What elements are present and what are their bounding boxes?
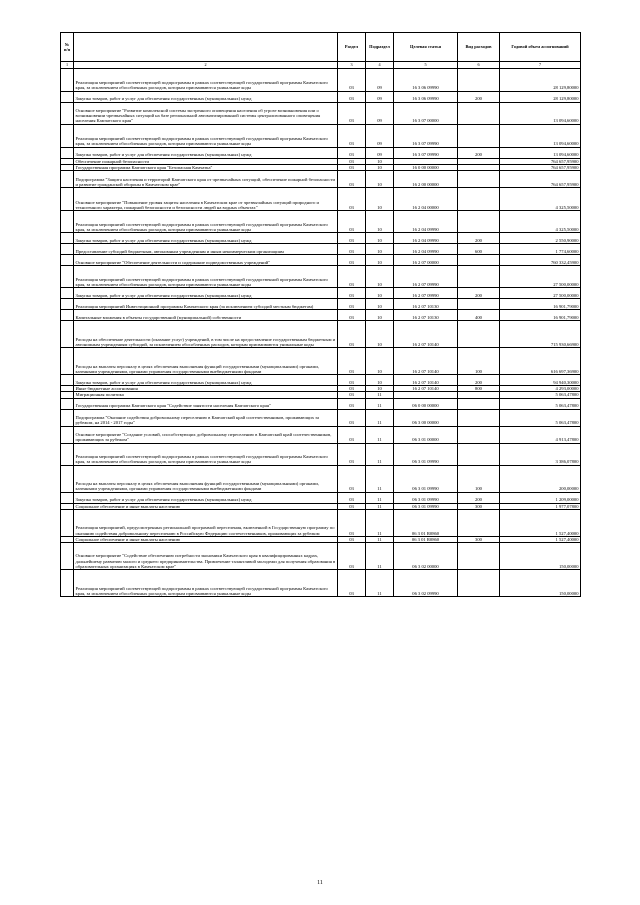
row-amount: 27 500,00000 bbox=[500, 266, 581, 288]
row-subsection: 11 bbox=[366, 398, 394, 409]
table-row bbox=[61, 409, 581, 426]
row-number bbox=[61, 465, 74, 492]
row-amount: 1 209,00000 bbox=[500, 492, 581, 503]
row-name: Закупка товаров, работ и услуг для обеспечения государственных (муниципальных) нужд bbox=[74, 233, 338, 244]
row-section: 03 bbox=[338, 299, 366, 310]
row-section: 03 bbox=[338, 91, 366, 102]
row-type bbox=[458, 68, 500, 91]
row-target: 16 2 04 09990 bbox=[394, 233, 458, 244]
row-subsection: 10 bbox=[366, 386, 394, 392]
table-row bbox=[61, 321, 581, 348]
row-type: 200 bbox=[458, 492, 500, 503]
row-amount: 3 386,07800 bbox=[500, 443, 581, 465]
row-target: 16 2 04 00000 bbox=[394, 188, 458, 211]
row-name: Расходы на выплаты персоналу в целях обеспечения выполнения функций государственными (муниципальными) органами, казенными учреждениями, органами управления государственными внебюджетными фондами bbox=[74, 348, 338, 375]
table-row bbox=[61, 492, 581, 503]
header-subsection: Подраздел bbox=[366, 33, 394, 62]
table-row bbox=[61, 375, 581, 386]
column-number: 5 bbox=[394, 62, 458, 69]
table-row bbox=[61, 211, 581, 233]
row-section: 03 bbox=[338, 68, 366, 91]
row-type: 300 bbox=[458, 503, 500, 509]
row-target: 06 3 02 09990 bbox=[394, 570, 458, 597]
row-amount: 5 063,47800 bbox=[500, 409, 581, 426]
row-target: 16 2 07 10130 bbox=[394, 299, 458, 310]
table-row bbox=[61, 233, 581, 244]
row-number bbox=[61, 102, 74, 124]
row-type bbox=[458, 443, 500, 465]
row-section: 03 bbox=[338, 348, 366, 375]
row-number bbox=[61, 124, 74, 147]
row-type bbox=[458, 188, 500, 211]
row-section: 03 bbox=[338, 398, 366, 409]
row-subsection: 11 bbox=[366, 503, 394, 509]
row-number bbox=[61, 321, 74, 348]
row-name: Закупка товаров, работ и услуг для обеспечения государственных (муниципальных) нужд bbox=[74, 288, 338, 299]
column-number: 1 bbox=[61, 62, 74, 69]
header-target: Целевая статья bbox=[394, 33, 458, 62]
header-num: № п/п bbox=[61, 33, 74, 62]
row-type bbox=[458, 321, 500, 348]
table-row bbox=[61, 509, 581, 536]
row-section: 03 bbox=[338, 171, 366, 188]
table-row bbox=[61, 398, 581, 409]
row-target: 06 3 01 09990 bbox=[394, 503, 458, 509]
row-type bbox=[458, 102, 500, 124]
row-subsection: 10 bbox=[366, 233, 394, 244]
row-section: 03 bbox=[338, 386, 366, 392]
row-amount: 616 697,36900 bbox=[500, 348, 581, 375]
row-subsection: 11 bbox=[366, 536, 394, 542]
row-name: Реализация мероприятий соответствующей подпрограммы в рамках соответствующей государственной программы Камчатского края, за исключением обособленных расходов, которым присваиваются уникальные коды bbox=[74, 211, 338, 233]
row-amount: 4 293,00000 bbox=[500, 386, 581, 392]
row-section: 03 bbox=[338, 509, 366, 536]
row-target: 16 2 07 10140 bbox=[394, 321, 458, 348]
table-row bbox=[61, 465, 581, 492]
row-number bbox=[61, 188, 74, 211]
row-number bbox=[61, 443, 74, 465]
row-amount: 27 500,00000 bbox=[500, 288, 581, 299]
row-subsection: 10 bbox=[366, 310, 394, 321]
table-body bbox=[61, 68, 581, 597]
row-amount: 2 550,90000 bbox=[500, 233, 581, 244]
row-name: Закупка товаров, работ и услуг для обеспечения государственных (муниципальных) нужд bbox=[74, 91, 338, 102]
row-target: 16 3 06 09990 bbox=[394, 91, 458, 102]
row-section: 03 bbox=[338, 375, 366, 386]
row-subsection: 09 bbox=[366, 91, 394, 102]
row-amount: 4 325,50000 bbox=[500, 188, 581, 211]
row-number bbox=[61, 91, 74, 102]
row-section: 03 bbox=[338, 426, 366, 443]
row-type: 200 bbox=[458, 147, 500, 158]
row-name: Закупка товаров, работ и услуг для обеспечения государственных (муниципальных) нужд bbox=[74, 375, 338, 386]
row-type bbox=[458, 398, 500, 409]
row-target: 06 0 00 00000 bbox=[394, 398, 458, 409]
table-row bbox=[61, 102, 581, 124]
row-name: Основное мероприятие "Обеспечение деятельности и содержание подведомственных учреждений" bbox=[74, 255, 338, 266]
row-name: Предоставление субсидий бюджетным, автономным учреждениям и иным некоммерческим организациям bbox=[74, 244, 338, 255]
table-row bbox=[61, 147, 581, 158]
row-subsection: 11 bbox=[366, 492, 394, 503]
row-amount: 13 094,60000 bbox=[500, 147, 581, 158]
row-amount: 4 325,50000 bbox=[500, 211, 581, 233]
table-row bbox=[61, 188, 581, 211]
row-name: Подпрограмма "Оказание содействия добровольному переселению в Камчатский край соотечественников, проживающих за рубежом, на 2014 - 2017 годы" bbox=[74, 409, 338, 426]
row-name: Социальное обеспечение и иные выплаты населению bbox=[74, 503, 338, 509]
row-amount: 764 657,95900 bbox=[500, 164, 581, 170]
table-row bbox=[61, 68, 581, 91]
row-name: Основное мероприятие "Создание условий, способствующих добровольному переселению в Камчатский край соотечественников, проживающих за рубежом" bbox=[74, 426, 338, 443]
row-type: 300 bbox=[458, 536, 500, 542]
row-subsection: 09 bbox=[366, 147, 394, 158]
row-amount: 1 527,40000 bbox=[500, 509, 581, 536]
row-subsection: 11 bbox=[366, 570, 394, 597]
row-target: 16 2 04 09990 bbox=[394, 244, 458, 255]
row-name: Закупка товаров, работ и услуг для обеспечения государственных (муниципальных) нужд bbox=[74, 492, 338, 503]
row-amount: 1 527,40000 bbox=[500, 536, 581, 542]
row-amount: 1 774,60000 bbox=[500, 244, 581, 255]
row-amount: 150,00000 bbox=[500, 570, 581, 597]
row-type bbox=[458, 509, 500, 536]
row-name: Расходы на обеспечение деятельности (оказание услуг) учреждений, в том числе на предоставление государственным бюджетным и автономным учреждениям субсидий, за исключением обособленных расходов, которым присваиваются уникальные коды bbox=[74, 321, 338, 348]
row-number bbox=[61, 570, 74, 597]
row-amount: 1 977,07800 bbox=[500, 503, 581, 509]
row-type: 400 bbox=[458, 310, 500, 321]
row-section: 03 bbox=[338, 164, 366, 170]
column-number: 2 bbox=[74, 62, 338, 69]
budget-table bbox=[60, 32, 581, 597]
row-section: 03 bbox=[338, 492, 366, 503]
row-type bbox=[458, 266, 500, 288]
row-target: 06 3 01 09990 bbox=[394, 465, 458, 492]
page-number: 11 bbox=[317, 880, 323, 886]
row-name: Капитальные вложения в объекты государственной (муниципальной) собственности bbox=[74, 310, 338, 321]
row-amount: 715 930,66900 bbox=[500, 321, 581, 348]
row-section: 03 bbox=[338, 288, 366, 299]
row-section: 03 bbox=[338, 503, 366, 509]
row-name: Реализация мероприятий соответствующей подпрограммы в рамках соответствующей государственной программы Камчатского края, за исключением обособленных расходов, которым присваиваются уникальные коды bbox=[74, 124, 338, 147]
row-name: Реализация мероприятий соответствующей подпрограммы в рамках соответствующей государственной программы Камчатского края, за исключением обособленных расходов, которым присваиваются уникальные коды bbox=[74, 570, 338, 597]
row-number bbox=[61, 409, 74, 426]
row-name: Основное мероприятие "Повышение уровня защиты населения в Камчатском крае от чрезвычайных ситуаций природного и техногенного характера, пожарной безопасности и безопасности людей на водных объектах" bbox=[74, 188, 338, 211]
row-number bbox=[61, 509, 74, 536]
row-target: 06 3 01 R0860 bbox=[394, 509, 458, 536]
row-amount: 760 332,45900 bbox=[500, 255, 581, 266]
row-target: 06 3 01 00000 bbox=[394, 426, 458, 443]
row-section: 03 bbox=[338, 244, 366, 255]
row-target: 06 3 01 R0860 bbox=[394, 536, 458, 542]
row-section: 03 bbox=[338, 102, 366, 124]
row-number bbox=[61, 492, 74, 503]
row-section: 03 bbox=[338, 321, 366, 348]
row-type: 200 bbox=[458, 288, 500, 299]
row-target: 16 3 06 09990 bbox=[394, 68, 458, 91]
row-target: 06 3 02 00000 bbox=[394, 543, 458, 570]
row-section: 03 bbox=[338, 409, 366, 426]
row-subsection: 09 bbox=[366, 102, 394, 124]
row-subsection: 10 bbox=[366, 321, 394, 348]
header-amount: Годовой объем ассигнований bbox=[500, 33, 581, 62]
row-amount: 764 657,95900 bbox=[500, 171, 581, 188]
row-number bbox=[61, 244, 74, 255]
row-type bbox=[458, 124, 500, 147]
row-name: Основное мероприятие "Содействие обеспечению потребности экономики Камчатского края в квалифицированных кадрах, дальнейшему развитию малого и среднего предпринимательства. Привлечение талантливой молодежи для получения образования в образовательных организациях в Камчатском крае" bbox=[74, 543, 338, 570]
table-row bbox=[61, 124, 581, 147]
row-target: 16 3 07 09990 bbox=[394, 147, 458, 158]
row-number bbox=[61, 375, 74, 386]
row-target: 16 0 00 00000 bbox=[394, 164, 458, 170]
header-section: Раздел bbox=[338, 33, 366, 62]
table-row bbox=[61, 244, 581, 255]
row-target: 16 2 07 10140 bbox=[394, 386, 458, 392]
row-amount: 150,00000 bbox=[500, 543, 581, 570]
row-number bbox=[61, 310, 74, 321]
row-section: 03 bbox=[338, 266, 366, 288]
row-subsection: 10 bbox=[366, 244, 394, 255]
table-row bbox=[61, 266, 581, 288]
row-name: Иные бюджетные ассигнования bbox=[74, 386, 338, 392]
row-amount: 94 940,30000 bbox=[500, 375, 581, 386]
row-target: 16 2 07 10140 bbox=[394, 348, 458, 375]
table-row bbox=[61, 288, 581, 299]
table-row bbox=[61, 348, 581, 375]
row-type bbox=[458, 299, 500, 310]
row-number bbox=[61, 171, 74, 188]
row-amount: 28 129,80000 bbox=[500, 68, 581, 91]
row-section: 03 bbox=[338, 158, 366, 164]
row-name: Подпрограмма "Защита населения и территорий Камчатского края от чрезвычайных ситуаций, обеспечение пожарной безопасности и развитие гражданской обороны в Камчатском крае" bbox=[74, 171, 338, 188]
row-subsection: 11 bbox=[366, 543, 394, 570]
row-number bbox=[61, 288, 74, 299]
row-amount: 5 063,47800 bbox=[500, 392, 581, 398]
row-number bbox=[61, 266, 74, 288]
row-section: 03 bbox=[338, 211, 366, 233]
row-subsection: 11 bbox=[366, 409, 394, 426]
row-section: 03 bbox=[338, 536, 366, 542]
row-number bbox=[61, 68, 74, 91]
row-subsection: 10 bbox=[366, 255, 394, 266]
table-row bbox=[61, 171, 581, 188]
row-target: 16 2 07 10130 bbox=[394, 310, 458, 321]
row-section: 03 bbox=[338, 255, 366, 266]
table-row bbox=[61, 426, 581, 443]
row-type bbox=[458, 409, 500, 426]
row-number bbox=[61, 233, 74, 244]
row-section: 03 bbox=[338, 233, 366, 244]
row-subsection: 10 bbox=[366, 158, 394, 164]
row-target: 06 3 01 09990 bbox=[394, 443, 458, 465]
row-target: 06 3 00 00000 bbox=[394, 409, 458, 426]
row-name: Реализация мероприятий соответствующей подпрограммы в рамках соответствующей государственной программы Камчатского края, за исключением обособленных расходов, которым присваиваются уникальные коды bbox=[74, 266, 338, 288]
row-name: Расходы на выплаты персоналу в целях обеспечения выполнения функций государственными (муниципальными) органами, казенными учреждениями, органами управления государственными внебюджетными фондами bbox=[74, 465, 338, 492]
row-section: 03 bbox=[338, 392, 366, 398]
row-type bbox=[458, 426, 500, 443]
row-target: 16 2 04 09990 bbox=[394, 211, 458, 233]
row-number bbox=[61, 147, 74, 158]
row-type bbox=[458, 543, 500, 570]
row-type bbox=[458, 570, 500, 597]
row-amount: 4 913,47800 bbox=[500, 426, 581, 443]
row-type: 200 bbox=[458, 233, 500, 244]
row-subsection: 10 bbox=[366, 299, 394, 310]
row-type bbox=[458, 171, 500, 188]
row-amount: 764 657,95900 bbox=[500, 158, 581, 164]
row-amount: 28 129,80000 bbox=[500, 91, 581, 102]
row-subsection: 11 bbox=[366, 392, 394, 398]
row-type bbox=[458, 255, 500, 266]
row-type: 100 bbox=[458, 348, 500, 375]
column-number: 3 bbox=[338, 62, 366, 69]
row-amount: 13 094,60000 bbox=[500, 124, 581, 147]
row-subsection: 10 bbox=[366, 211, 394, 233]
row-name: Основное мероприятие "Развитие комплексной системы экстренного оповещения населения об угрозе возникновения или о возникновении чрезвычайных ситуаций на базе региональной автоматизированной системы централизованного оповещения населения Камчатского края" bbox=[74, 102, 338, 124]
row-subsection: 10 bbox=[366, 171, 394, 188]
row-section: 03 bbox=[338, 443, 366, 465]
table-row bbox=[61, 570, 581, 597]
row-type: 200 bbox=[458, 375, 500, 386]
row-type bbox=[458, 211, 500, 233]
row-number bbox=[61, 299, 74, 310]
row-name: Государственная программа Камчатского края "Содействие занятости населения Камчатского края" bbox=[74, 398, 338, 409]
row-number bbox=[61, 543, 74, 570]
row-section: 03 bbox=[338, 465, 366, 492]
row-section: 03 bbox=[338, 124, 366, 147]
row-name: Реализация мероприятий, предусмотренных региональной программой переселения, включенной в Государственную программу по оказанию содействия добровольному переселению в Российскую Федерацию соотечественников, проживающих за рубежом bbox=[74, 509, 338, 536]
row-target: 16 2 07 09990 bbox=[394, 288, 458, 299]
row-type: 100 bbox=[458, 465, 500, 492]
row-target: 16 3 07 00000 bbox=[394, 102, 458, 124]
row-subsection: 09 bbox=[366, 124, 394, 147]
row-name: Социальное обеспечение и иные выплаты населению bbox=[74, 536, 338, 542]
row-name: Реализация мероприятий соответствующей подпрограммы в рамках соответствующей государственной программы Камчатского края, за исключением обособленных расходов, которым присваиваются уникальные коды bbox=[74, 68, 338, 91]
column-number: 6 bbox=[458, 62, 500, 69]
row-type: 800 bbox=[458, 386, 500, 392]
budget-table-sheet bbox=[60, 32, 580, 597]
row-name: Государственная программа Камчатского края "Безопасная Камчатка" bbox=[74, 164, 338, 170]
row-subsection: 10 bbox=[366, 164, 394, 170]
row-amount: 13 094,60000 bbox=[500, 102, 581, 124]
row-amount: 16 901,79000 bbox=[500, 310, 581, 321]
row-amount: 16 901,79000 bbox=[500, 299, 581, 310]
row-type: 600 bbox=[458, 244, 500, 255]
column-number: 4 bbox=[366, 62, 394, 69]
row-section: 03 bbox=[338, 570, 366, 597]
row-number bbox=[61, 348, 74, 375]
row-target: 16 2 07 00000 bbox=[394, 255, 458, 266]
table-row bbox=[61, 443, 581, 465]
row-number bbox=[61, 426, 74, 443]
row-target: 06 3 01 09990 bbox=[394, 492, 458, 503]
row-name: Закупка товаров, работ и услуг для обеспечения государственных (муниципальных) нужд bbox=[74, 147, 338, 158]
row-target: 16 2 07 09990 bbox=[394, 266, 458, 288]
row-amount: 5 063,47800 bbox=[500, 398, 581, 409]
row-subsection: 11 bbox=[366, 443, 394, 465]
table-row bbox=[61, 310, 581, 321]
row-name: Реализация мероприятий Инвестиционной программы Камчатского края (за исключением субсидий местным бюджетам) bbox=[74, 299, 338, 310]
row-subsection: 10 bbox=[366, 266, 394, 288]
row-number bbox=[61, 255, 74, 266]
table-row bbox=[61, 299, 581, 310]
column-number: 7 bbox=[500, 62, 581, 69]
row-subsection: 11 bbox=[366, 509, 394, 536]
row-name: Реализация мероприятий соответствующей подпрограммы в рамках соответствующей государственной программы Камчатского края, за исключением обособленных расходов, которым присваиваются уникальные коды bbox=[74, 443, 338, 465]
table-row bbox=[61, 255, 581, 266]
row-subsection: 10 bbox=[366, 375, 394, 386]
row-subsection: 10 bbox=[366, 348, 394, 375]
row-target: 16 2 00 00000 bbox=[394, 171, 458, 188]
header-name bbox=[74, 33, 338, 62]
table-row bbox=[61, 91, 581, 102]
row-number bbox=[61, 211, 74, 233]
row-target: 16 3 07 09990 bbox=[394, 124, 458, 147]
header-type: Вид расходов bbox=[458, 33, 500, 62]
row-subsection: 10 bbox=[366, 188, 394, 211]
row-type: 200 bbox=[458, 91, 500, 102]
row-name: Миграционная политика bbox=[74, 392, 338, 398]
row-target: 16 2 07 10140 bbox=[394, 375, 458, 386]
row-amount: 200,00000 bbox=[500, 465, 581, 492]
row-subsection: 11 bbox=[366, 465, 394, 492]
row-subsection: 11 bbox=[366, 426, 394, 443]
row-section: 03 bbox=[338, 188, 366, 211]
table-header-row bbox=[61, 33, 581, 62]
table-row bbox=[61, 543, 581, 570]
row-section: 03 bbox=[338, 147, 366, 158]
row-section: 03 bbox=[338, 310, 366, 321]
row-subsection: 09 bbox=[366, 68, 394, 91]
row-section: 03 bbox=[338, 543, 366, 570]
row-name: Обеспечение пожарной безопасности bbox=[74, 158, 338, 164]
row-number bbox=[61, 398, 74, 409]
row-subsection: 10 bbox=[366, 288, 394, 299]
